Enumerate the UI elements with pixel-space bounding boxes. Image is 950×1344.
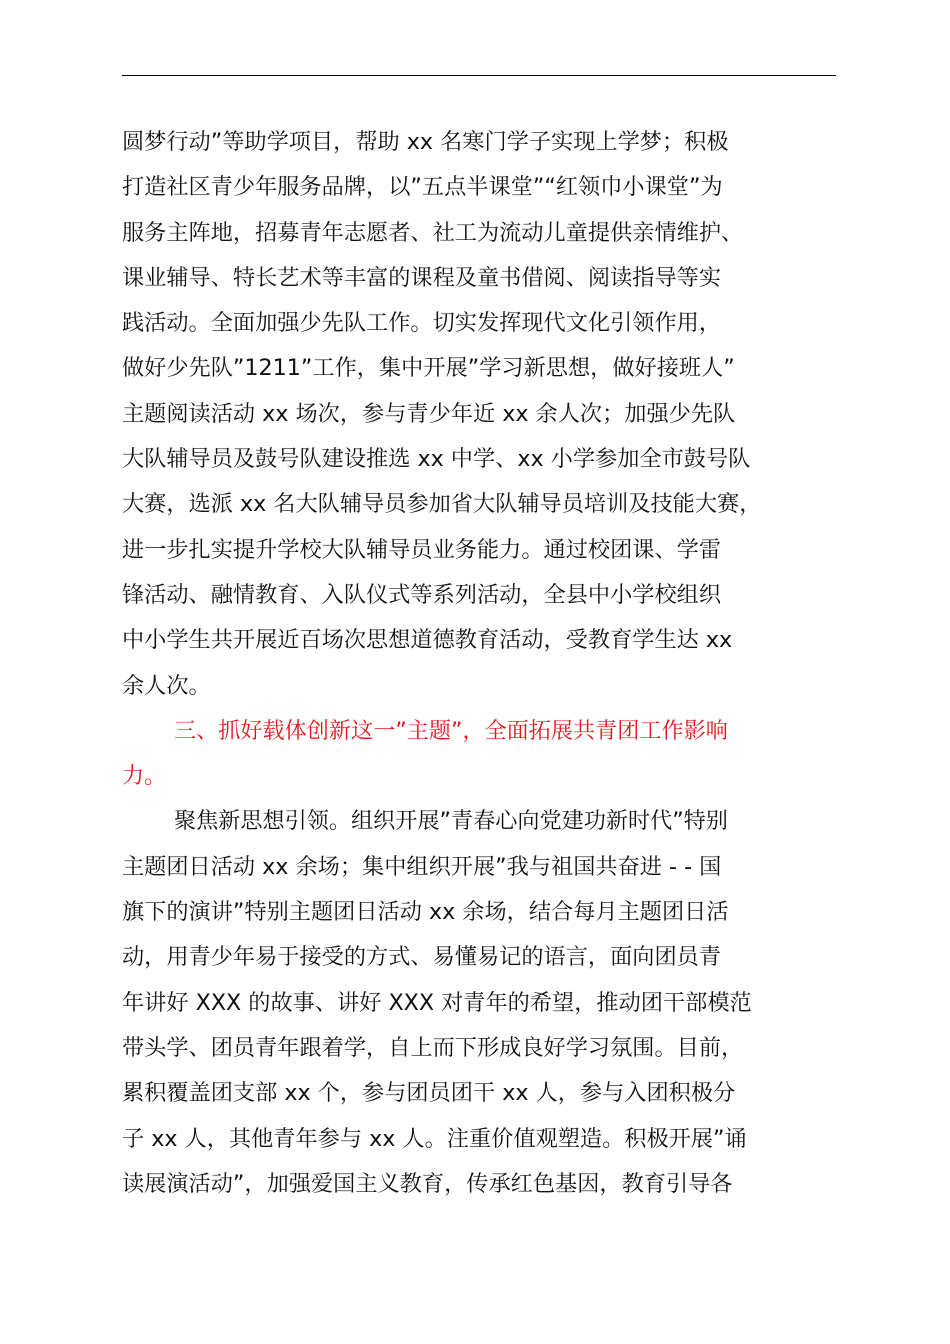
- header-rule: [122, 75, 836, 76]
- section-heading-line: 三、抓好载体创新这一”主题”，全面拓展共青团工作影响: [174, 717, 728, 744]
- paragraph-line: 大赛，选派 xx 名大队辅导员参加省大队辅导员培训及技能大赛，: [122, 491, 762, 518]
- paragraph-line: 锋活动、融情教育、入队仪式等系列活动，全县中小学校组织: [122, 581, 722, 608]
- paragraph-line: 课业辅导、特长艺术等丰富的课程及童书借阅、阅读指导等实: [122, 264, 722, 291]
- paragraph-line: 余人次。: [122, 672, 211, 699]
- document-body: [122, 120, 862, 1207]
- paragraph-line: 子 xx 人，其他青年参与 xx 人。注重价值观塑造。积极开展”诵: [122, 1125, 747, 1152]
- paragraph-line: 主题阅读活动 xx 场次，参与青少年近 xx 余人次；加强少先队: [122, 400, 736, 427]
- paragraph-line: 读展演活动”，加强爱国主义教育，传承红色基因，教育引导各: [122, 1170, 733, 1197]
- paragraph-line: 年讲好 XXX 的故事、讲好 XXX 对青年的希望，推动团干部模范: [122, 989, 752, 1016]
- paragraph-line: 累积覆盖团支部 xx 个，参与团员团干 xx 人，参与入团积极分: [122, 1080, 736, 1107]
- paragraph-line: 大队辅导员及鼓号队建设推选 xx 中学、xx 小学参加全市鼓号队: [122, 446, 751, 473]
- paragraph-line: 中小学生共开展近百场次思想道德教育活动，受教育学生达 xx: [122, 627, 733, 654]
- paragraph-line: 圆梦行动”等助学项目，帮助 xx 名寒门学子实现上学梦；积极: [122, 129, 729, 155]
- paragraph-line: 服务主阵地，招募青年志愿者、社工为流动儿童提供亲情维护、: [122, 219, 744, 246]
- paragraph-line: 聚焦新思想引领。组织开展”青春心向党建功新时代”特别: [174, 808, 728, 835]
- section-heading-line: 力。: [122, 763, 167, 790]
- paragraph-line: 进一步扎实提升学校大队辅导员业务能力。通过校团课、学雷: [122, 536, 722, 563]
- paragraph-line: 旗下的演讲”特别主题团日活动 xx 余场，结合每月主题团日活: [122, 899, 729, 926]
- paragraph-line: 践活动。全面加强少先队工作。切实发挥现代文化引领作用，: [122, 310, 722, 337]
- paragraph-line: 带头学、团员青年跟着学，自上而下形成良好学习氛围。目前，: [122, 1034, 744, 1061]
- paragraph-line: 做好少先队”1211”工作，集中开展”学习新思想，做好接班人”: [122, 355, 735, 382]
- paragraph-line: 主题团日活动 xx 余场；集中组织开展”我与祖国共奋进 - - 国: [122, 853, 722, 880]
- paragraph-line: 打造社区青少年服务品牌，以”五点半课堂”“红领巾小课堂”为: [122, 174, 723, 201]
- paragraph-line: 动，用青少年易于接受的方式、易懂易记的语言，面向团员青: [122, 944, 722, 971]
